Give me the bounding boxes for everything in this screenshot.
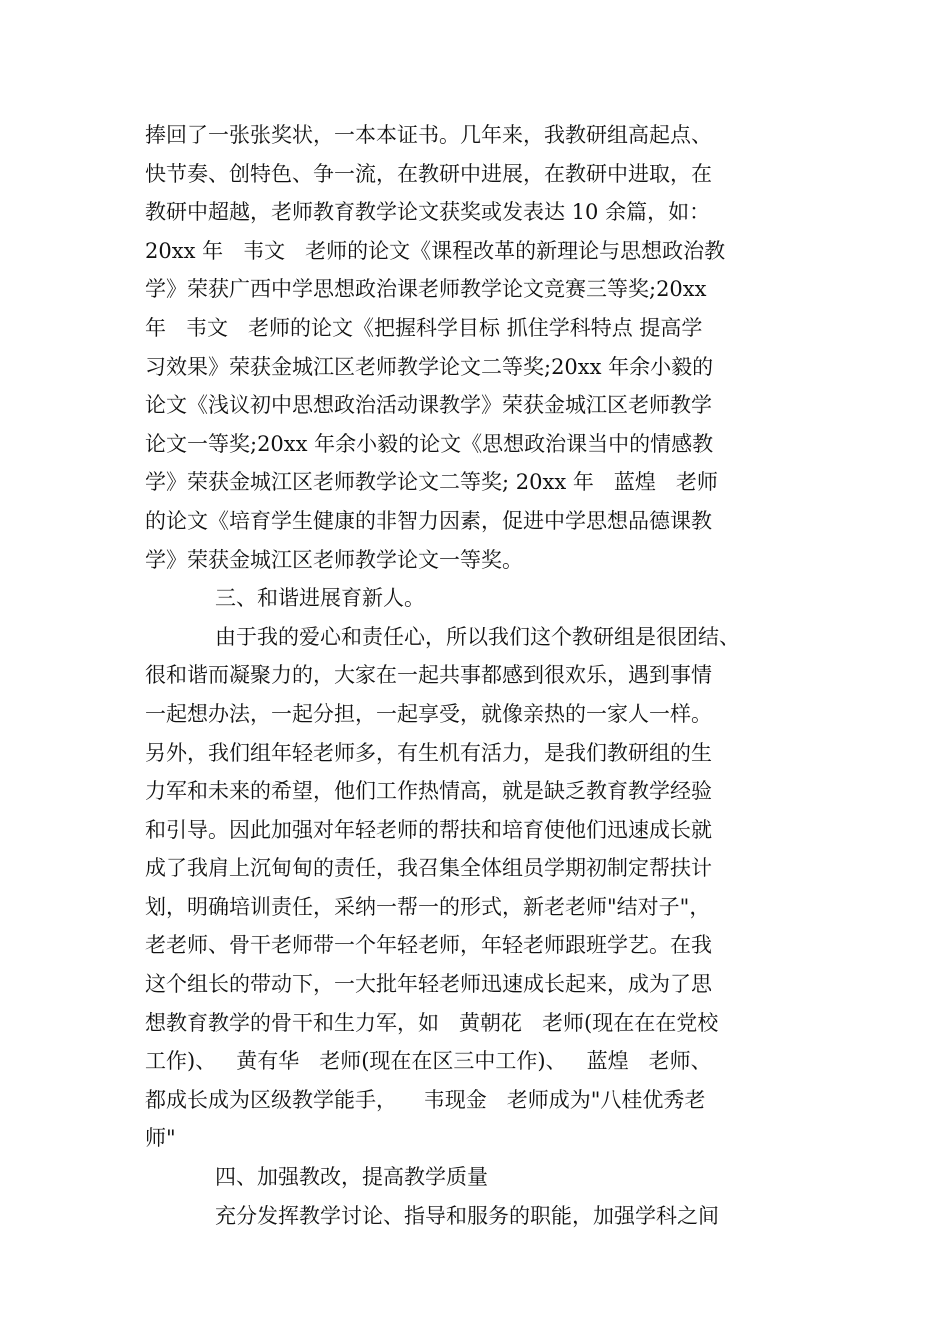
text-line: 成了我肩上沉甸甸的责任，我召集全体组员学期初制定帮扶计 — [145, 856, 712, 881]
text-line: 划，明确培训责任，采纳一帮一的形式，新老老师"结对子"， — [145, 894, 711, 919]
text-line: 四、加强教改，提高教学质量 — [215, 1165, 488, 1190]
text-line: 这个组长的带动下，一大批年轻老师迅速成长起来，成为了思 — [145, 972, 712, 997]
text-line: 三、和谐进展育新人。 — [215, 586, 425, 611]
text-line: 20xx 年 韦文 老师的论文《课程改革的新理论与思想政治教 — [145, 238, 726, 263]
text-line: 都成长成为区级教学能手， 韦现金 老师成为"八桂优秀老 — [145, 1087, 706, 1112]
text-line: 由于我的爱心和责任心，所以我们这个教研组是很团结、 — [215, 624, 740, 649]
text-line: 力军和未来的希望，他们工作热情高，就是缺乏教育教学经验 — [145, 779, 712, 804]
text-line: 学》荣获金城江区老师教学论文二等奖; 20xx 年 蓝煌 老师 — [145, 470, 718, 495]
text-line: 快节奏、创特色、争一流，在教研中进展，在教研中进取，在 — [145, 161, 712, 186]
text-line: 学》荣获广西中学思想政治课老师教学论文竞赛三等奖;20xx — [145, 277, 707, 302]
text-line: 的论文《培育学生健康的非智力因素，促进中学思想品德课教 — [145, 508, 712, 533]
text-line: 充分发挥教学讨论、指导和服务的职能，加强学科之间 — [215, 1203, 719, 1228]
text-line: 捧回了一张张奖状，一本本证书。几年来，我教研组高起点、 — [145, 123, 712, 147]
text-line: 师" — [145, 1126, 176, 1151]
text-line: 想教育教学的骨干和生力军，如 黄朝花 老师(现在在在党校 — [145, 1010, 719, 1035]
text-line: 工作)、 黄有华 老师(现在在区三中工作)、 蓝煌 老师、 — [145, 1049, 712, 1074]
text-line: 年 韦文 老师的论文《把握科学目标 抓住学科特点 提高学 — [145, 315, 703, 340]
text-line: 论文一等奖;20xx 年余小毅的论文《思想政治课当中的情感教 — [145, 431, 714, 456]
text-line: 习效果》荣获金城江区老师教学论文二等奖;20xx 年余小毅的 — [145, 354, 714, 379]
text-line: 很和谐而凝聚力的，大家在一起共事都感到很欢乐，遇到事情 — [145, 663, 712, 688]
document-page — [145, 116, 810, 1235]
text-line: 论文《浅议初中思想政治活动课教学》荣获金城江区老师教学 — [145, 393, 712, 418]
text-line: 教研中超越，老师教育教学论文获奖或发表达 10 余篇，如： — [145, 200, 711, 225]
text-line: 学》荣获金城江区老师教学论文一等奖。 — [145, 547, 523, 572]
text-line: 一起想办法，一起分担，一起享受，就像亲热的一家人一样。 — [145, 701, 712, 726]
text-line: 另外，我们组年轻老师多，有生机有活力，是我们教研组的生 — [145, 740, 712, 765]
text-line: 和引导。因此加强对年轻老师的帮扶和培育使他们迅速成长就 — [145, 817, 712, 842]
text-line: 老老师、骨干老师带一个年轻老师，年轻老师跟班学艺。在我 — [145, 933, 712, 958]
